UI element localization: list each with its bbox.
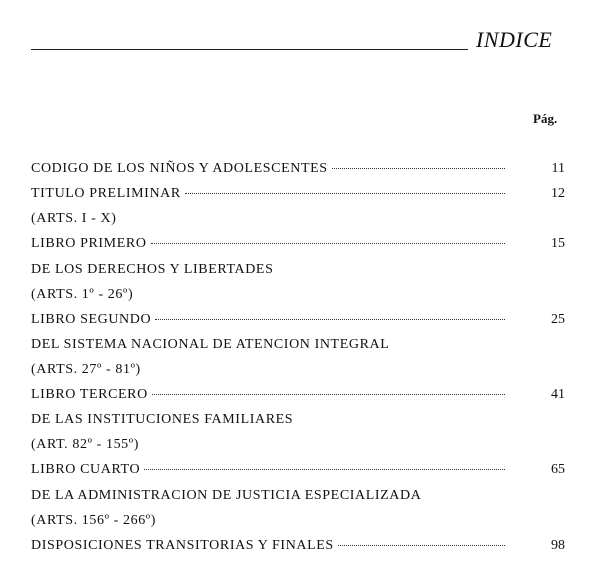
toc-entry xyxy=(31,261,273,279)
toc-entry-title: (ART. 82º - 155º) xyxy=(31,437,139,452)
toc-entry xyxy=(31,336,389,354)
toc-entry xyxy=(31,286,133,304)
dot-leader xyxy=(144,469,505,470)
toc-entry xyxy=(31,210,117,228)
toc-entry-title: LIBRO PRIMERO xyxy=(31,236,147,251)
toc-entry-title: DE LA ADMINISTRACION DE JUSTICIA ESPECIALIZADA xyxy=(31,488,422,503)
toc-entry-title: LIBRO TERCERO xyxy=(31,387,148,402)
toc-entry-title: CODIGO DE LOS NIÑOS Y ADOLESCENTES xyxy=(31,161,328,176)
dot-leader xyxy=(152,394,505,395)
toc-entry-page: 25 xyxy=(551,312,565,327)
page-title: INDICE xyxy=(476,27,553,52)
toc-entry-page: 11 xyxy=(551,161,565,176)
toc-entry xyxy=(31,537,505,555)
toc-entry xyxy=(31,461,505,479)
toc-entry-title: (ARTS. 156º - 266º) xyxy=(31,513,157,528)
toc-entry-title: (ARTS. 27º - 81º) xyxy=(31,362,141,377)
dot-leader xyxy=(332,168,505,169)
toc-entry-title: DISPOSICIONES TRANSITORIAS Y FINALES xyxy=(31,538,334,553)
toc-entry-title: DEL SISTEMA NACIONAL DE ATENCION INTEGRAL xyxy=(31,337,390,352)
toc-entry xyxy=(31,235,505,253)
toc-entry xyxy=(31,185,505,203)
toc-entry xyxy=(31,411,293,429)
toc-entry-title: LIBRO SEGUNDO xyxy=(31,312,152,327)
toc-entry-title: LIBRO CUARTO xyxy=(31,462,141,477)
toc-entry-page: 98 xyxy=(551,538,565,553)
header-rule xyxy=(31,49,468,50)
toc-entry xyxy=(31,361,141,379)
toc-entry xyxy=(31,487,421,505)
toc-entry-title: (ARTS. I - X) xyxy=(31,211,117,226)
dot-leader xyxy=(185,193,505,194)
toc-entry xyxy=(31,386,505,404)
toc-entry-page: 12 xyxy=(551,186,565,201)
toc-entry-page: 41 xyxy=(551,387,565,402)
toc-entry xyxy=(31,311,505,329)
dot-leader xyxy=(338,545,505,546)
toc-entry xyxy=(31,512,156,530)
toc-entry-title: DE LOS DERECHOS Y LIBERTADES xyxy=(31,262,274,277)
page-column-label: Pág. xyxy=(533,111,558,126)
toc-entry-page: 65 xyxy=(551,462,565,477)
toc-entry xyxy=(31,160,505,178)
toc-entry-page: 15 xyxy=(551,236,565,251)
toc-entry-title: DE LAS INSTITUCIONES FAMILIARES xyxy=(31,412,294,427)
dot-leader xyxy=(155,319,505,320)
toc-entry-title: TITULO PRELIMINAR xyxy=(31,186,181,201)
toc-entry xyxy=(31,436,139,454)
dot-leader xyxy=(151,243,505,244)
toc-entry-title: (ARTS. 1º - 26º) xyxy=(31,287,134,302)
